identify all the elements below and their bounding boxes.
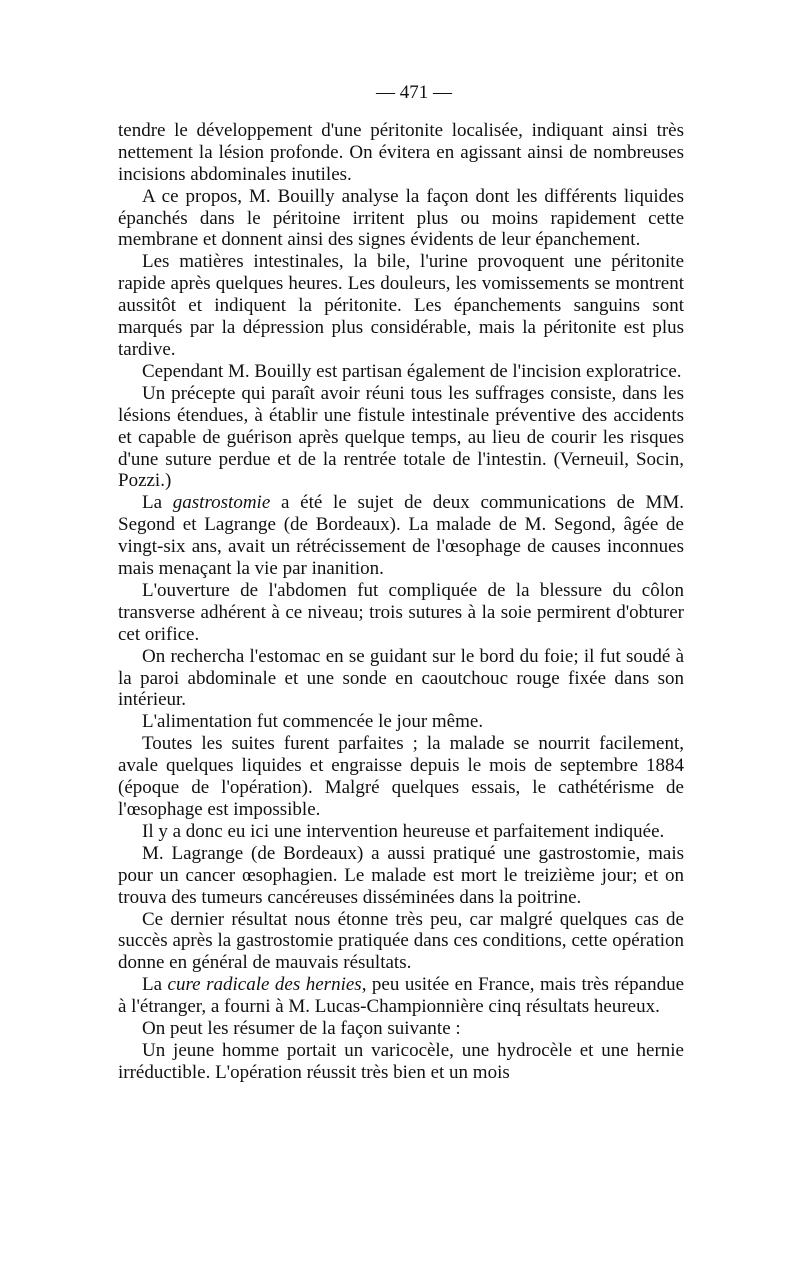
paragraph-text: Un jeune homme portait un varicocèle, une hydrocèle et une hernie irréductible. L'opération réussit très bien et un mois bbox=[118, 1039, 684, 1083]
paragraph-summary-intro bbox=[118, 1018, 684, 1040]
paragraph-text: La bbox=[142, 974, 168, 996]
paragraph-gastrostomy bbox=[118, 492, 684, 580]
paragraph-text: Toutes les suites furent parfaites ; la malade se nourrit facilement, avale quelques liquides et engraisse depuis le mois de septembre 1884 (époque de l'opération). Malgré quelques essais, le cathétérisme de l'œsophage est impossible. bbox=[118, 733, 684, 820]
book-page bbox=[118, 82, 684, 1084]
paragraph-text: tendre le développement d'une péritonite localisée, indiquant ainsi très nettement la lésion profonde. On évitera en agissant ainsi de nombreuses incisions abdominales inutiles. bbox=[118, 119, 684, 185]
paragraph-text: L'alimentation fut commencée le jour même. bbox=[142, 711, 484, 733]
paragraph-text: A ce propos, M. Bouilly analyse la façon dont les différents liquides épanchés dans le péritoine irritent plus ou moins rapidement cette membrane et donnent ainsi des signes évidents de leur épanchement. bbox=[118, 185, 684, 251]
paragraph-case-young-man bbox=[118, 1040, 684, 1084]
paragraph-text: Ce dernier résultat nous étonne très peu, car malgré quelques cas de succès après la gastrostomie pratiquée dans ces conditions, cette opération donne en général de mauvais résultats. bbox=[118, 908, 684, 974]
paragraph-text: , peu usitée en France, mais très répandue à l'étranger, a fourni à M. Lucas-Championnière cinq résultats heureux. bbox=[118, 974, 684, 1018]
paragraph-text: L'ouverture de l'abdomen fut compliquée de la blessure du côlon transverse adhérent à ce niveau; trois sutures à la soie permirent d'obturer cet orifice. bbox=[118, 579, 684, 645]
paragraph-text: On rechercha l'estomac en se guidant sur le bord du foie; il fut soudé à la paroi abdominale et une sonde en caoutchouc rouge fixée dans son intérieur. bbox=[118, 645, 684, 711]
paragraph-aftermath bbox=[118, 733, 684, 821]
paragraph-abdomen-opening bbox=[118, 580, 684, 646]
paragraph-lagrange bbox=[118, 843, 684, 909]
paragraph-text: Il y a donc eu ici une intervention heureuse et parfaitement indiquée. bbox=[142, 820, 665, 842]
paragraph-text: Un précepte qui paraît avoir réuni tous les suffrages consiste, dans les lésions étendues, à établir une fistule intestinale préventive des accidents et capable de guérison après quelque temps, au lieu de courir les risques d'une suture perdue et de la rentrée totale de l'intestin. (Verneuil, Socin, Pozzi.) bbox=[118, 382, 684, 492]
paragraph-text: On peut les résumer de la façon suivante : bbox=[142, 1018, 461, 1040]
paragraph-exploratory-incision bbox=[118, 361, 684, 383]
paragraph-fistula-precept bbox=[118, 383, 684, 493]
paragraph-intestinal-matter bbox=[118, 251, 684, 361]
page-number-header: — 471 — bbox=[376, 82, 452, 103]
paragraph-hernia-cure bbox=[118, 974, 684, 1018]
paragraph-text: a été le sujet de deux communications de MM. Segond et Lagrange (de Bordeaux). La malade de M. Segond, âgée de vingt-six ans, avait un rétrécissement de l'œsophage de causes inconnues mais menaçant la vie par inanition. bbox=[118, 492, 684, 580]
paragraph-feeding bbox=[118, 711, 684, 733]
paragraph-text: M. Lagrange (de Bordeaux) a aussi pratiqué une gastrostomie, mais pour un cancer œsophagien. Le malade est mort le treizième jour; et on trouva des tumeurs cancéreuses disséminées dans la poitrine. bbox=[118, 842, 684, 908]
paragraph-continuation bbox=[118, 120, 684, 186]
paragraph-intervention bbox=[118, 821, 684, 843]
paragraph-bouilly-liquids bbox=[118, 186, 684, 252]
paragraph-text: Cependant M. Bouilly est partisan également de l'incision exploratrice. bbox=[142, 360, 682, 382]
italic-term: gastrostomie bbox=[172, 492, 271, 514]
paragraph-text: La bbox=[142, 492, 173, 514]
italic-term: cure radicale des hernies bbox=[167, 974, 362, 996]
paragraph-stomach-search bbox=[118, 646, 684, 712]
paragraph-text: Les matières intestinales, la bile, l'urine provoquent une péritonite rapide après quelques heures. Les douleurs, les vomissements se montrent aussitôt et indiquent la péritonite. Les épanchements sanguins sont marqués par la dépression plus considérable, mais la péritonite est plus tardive. bbox=[118, 251, 684, 360]
paragraph-result-comment bbox=[118, 909, 684, 975]
